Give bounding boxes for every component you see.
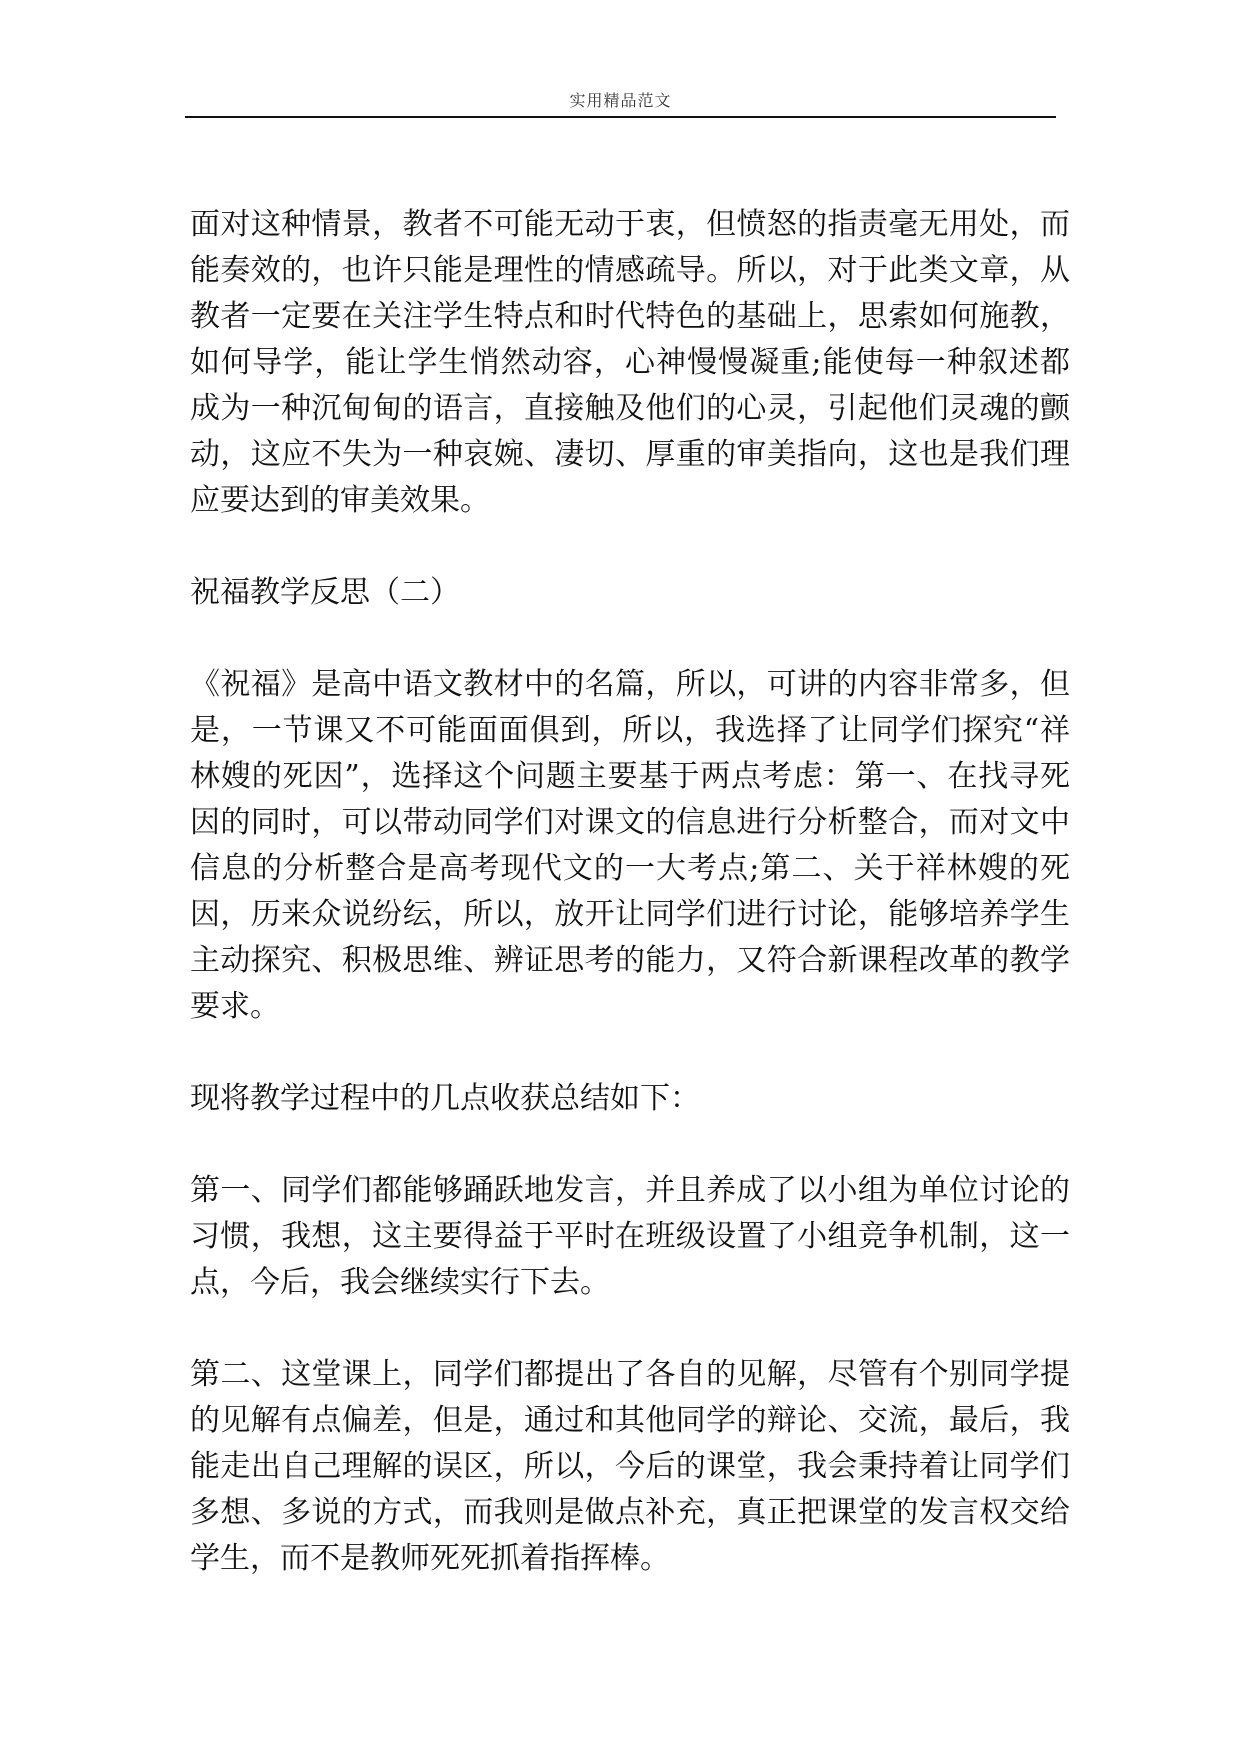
paragraph-intro: 面对这种情景，教者不可能无动于衷，但愤怒的指责毫无用处，而能奏效的，也许只能是理性的情感疏导。所以，对于此类文章，从教者一定要在关注学生特点和时代特色的基础上，思索如何施教，如何导学，能让学生悄然动容，心神慢慢凝重;能使每一种叙述都成为一种沉甸甸的语言，直接触及他们的心灵，引起他们灵魂的颤动，这应不失为一种哀婉、凄切、厚重的审美指向，这也是我们理应要达到的审美效果。: [190, 207, 1070, 518]
paragraph-topic: 《祝福》是高中语文教材中的名篇，所以，可讲的内容非常多，但是，一节课又不可能面面俱到，所以，我选择了让同学们探究“祥林嫂的死因”，选择这个问题主要基于两点考虑：第一、在找寻死因的同时，可以带动同学们对课文的信息进行分析整合，而对文中信息的分析整合是高考现代文的一大考点;第二、关于祥林嫂的死因，历来众说纷纭，所以，放开让同学们进行讨论，能够培养学生主动探究、积极思维、辨证思考的能力，又符合新课程改革的教学要求。: [190, 667, 1070, 1024]
paragraph-point-one: 第一、同学们都能够踊跃地发言，并且养成了以小组为单位讨论的习惯，我想，这主要得益于平时在班级设置了小组竞争机制，这一点，今后，我会继续实行下去。: [190, 1173, 1070, 1300]
header-rule: [185, 116, 1056, 118]
paragraph-summary-lead: 现将教学过程中的几点收获总结如下：: [190, 1081, 700, 1116]
document-body: [190, 202, 1070, 1582]
section-heading: 祝福教学反思（二）: [190, 575, 460, 610]
page-header: 实用精品范文: [569, 91, 672, 110]
paragraph-point-two: 第二、这堂课上，同学们都提出了各自的见解，尽管有个别同学提的见解有点偏差，但是，通过和其他同学的辩论、交流，最后，我能走出自己理解的误区，所以，今后的课堂，我会秉持着让同学们多想、多说的方式，而我则是做点补充，真正把课堂的发言权交给学生，而不是教师死死抓着指挥棒。: [190, 1357, 1070, 1576]
